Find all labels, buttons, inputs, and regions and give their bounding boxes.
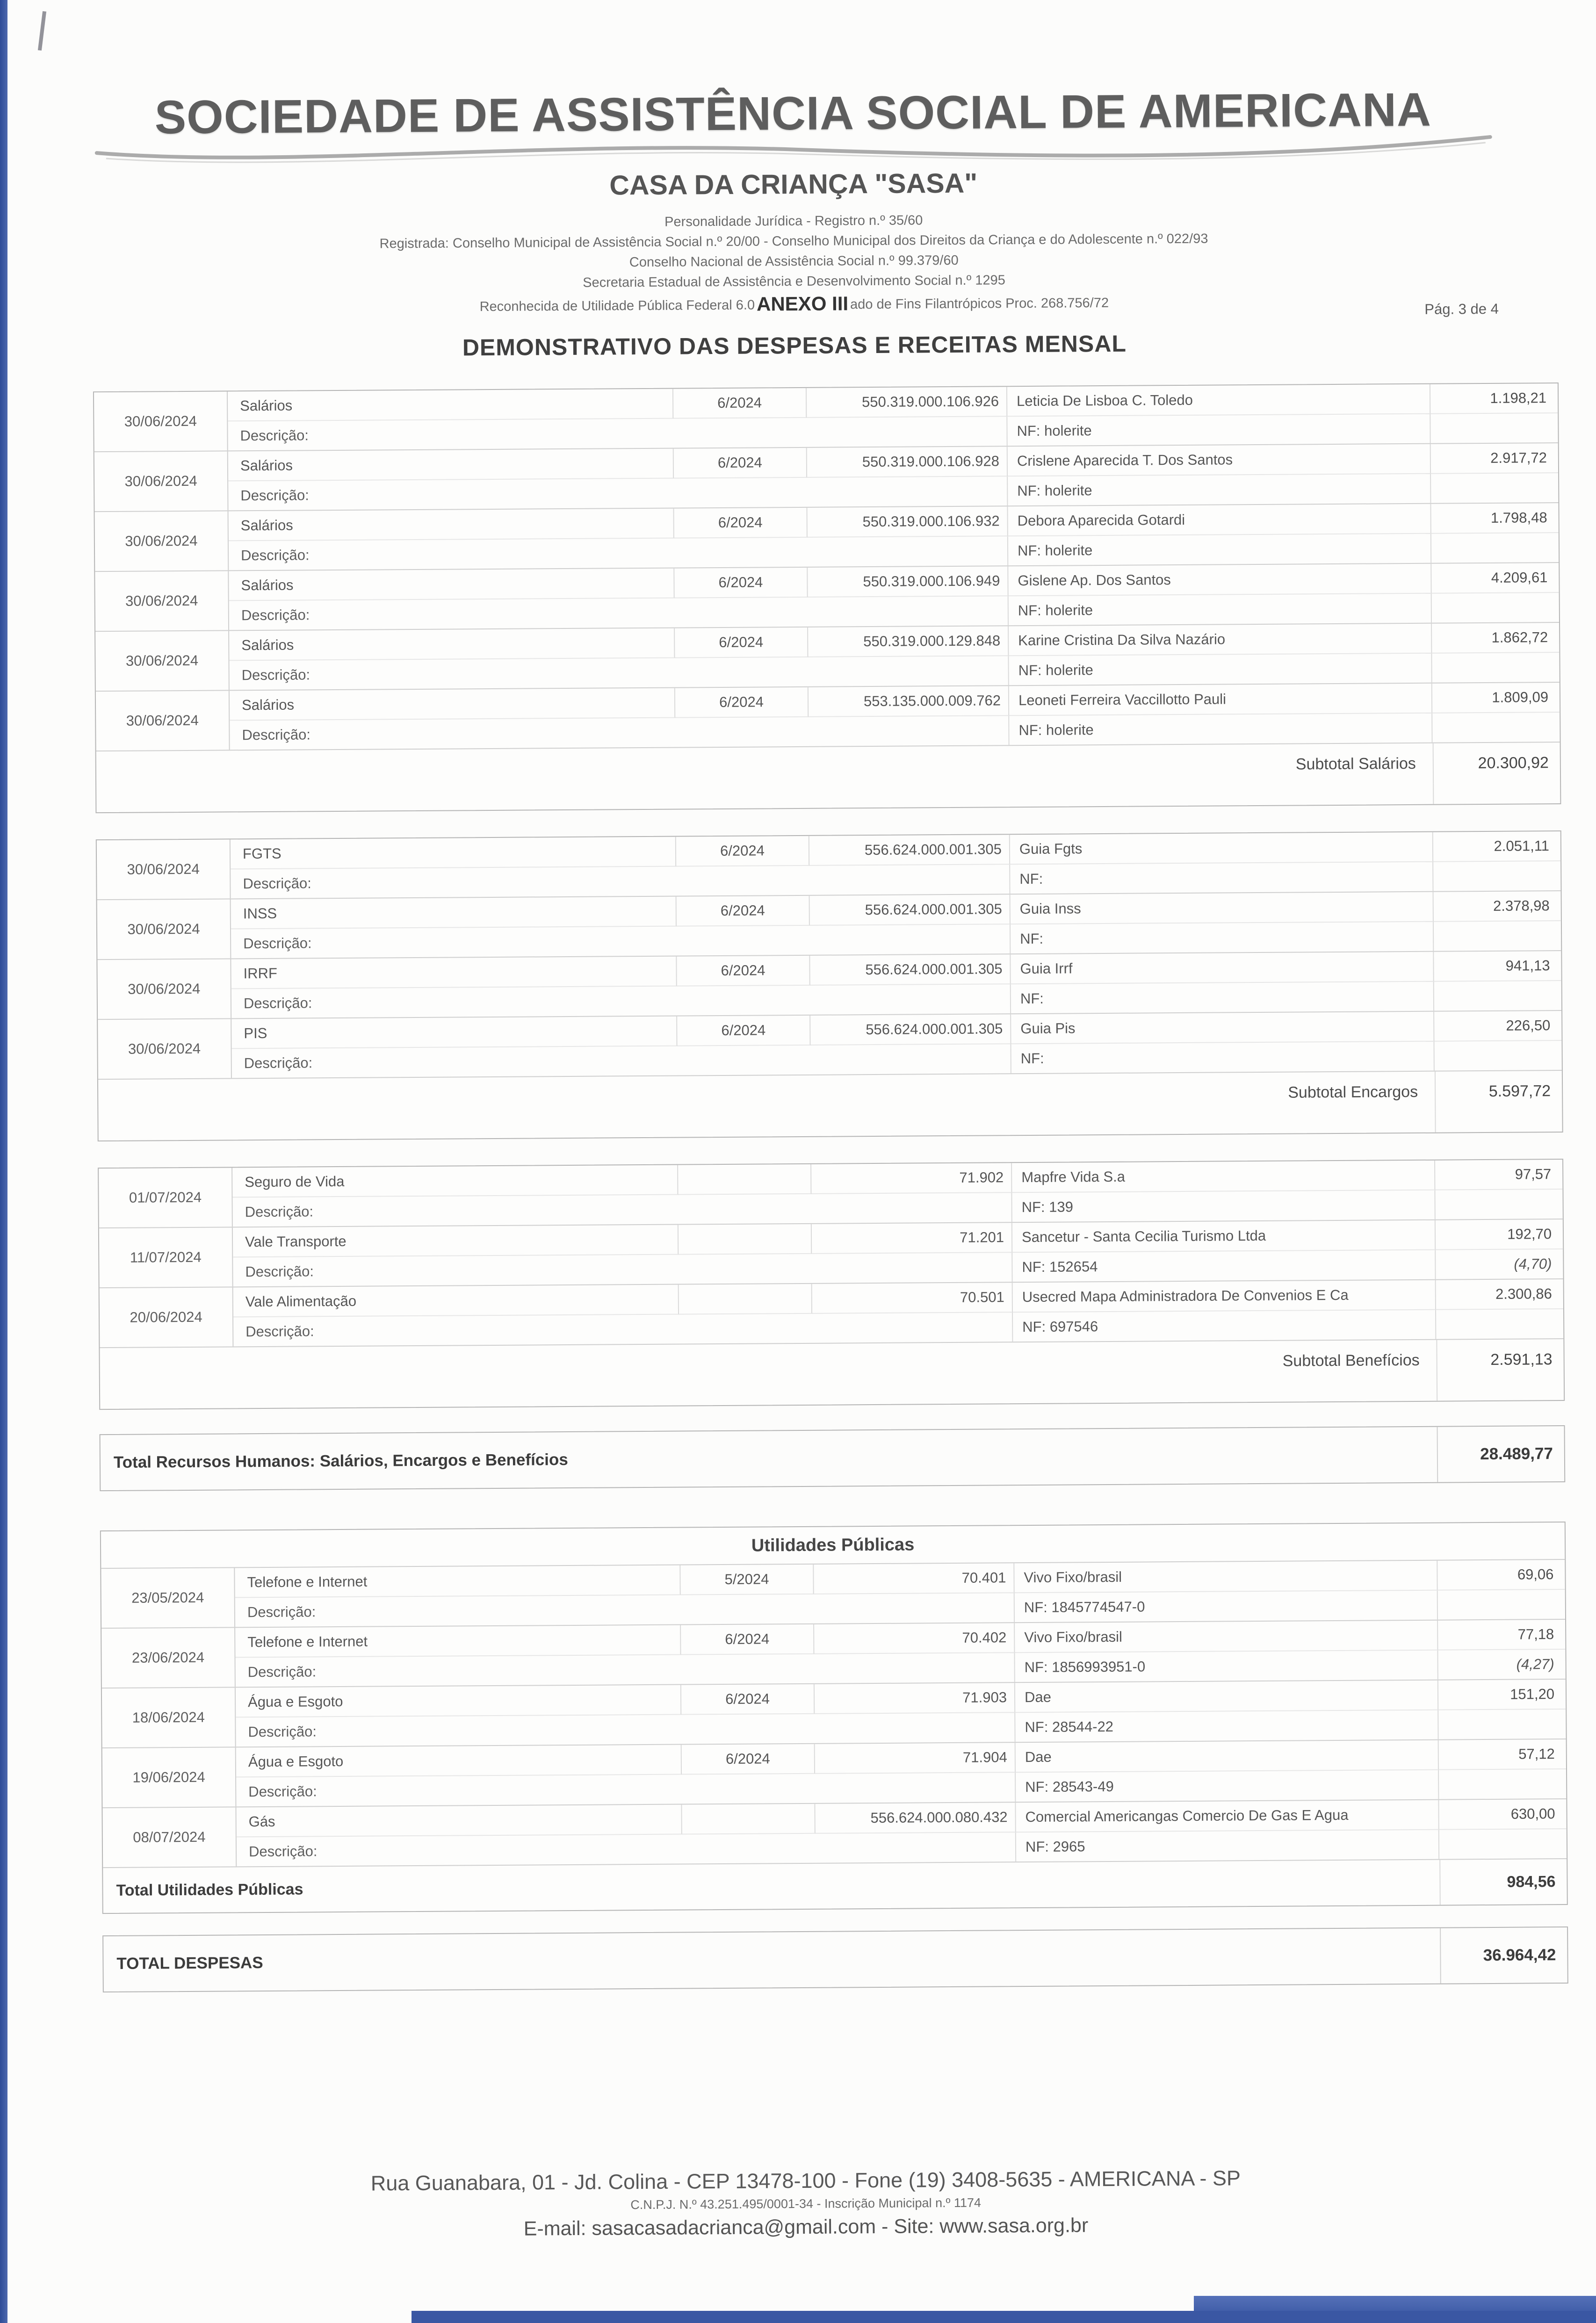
entry-date: 30/06/2024 bbox=[94, 451, 229, 511]
utilities-box bbox=[100, 1522, 1568, 1914]
entry-month bbox=[679, 1224, 812, 1255]
entry-supplier: Karine Cristina Da Silva Nazário bbox=[1009, 624, 1432, 656]
entry-value: 4.209,61 bbox=[1431, 563, 1559, 594]
entry-item: Salários bbox=[229, 509, 674, 541]
entry-value2 bbox=[1432, 653, 1559, 683]
descricao-label: Descrição: bbox=[232, 1193, 1012, 1226]
utilities-rows bbox=[101, 1560, 1567, 1868]
entry-month: 5/2024 bbox=[680, 1565, 814, 1595]
descricao-label: Descrição: bbox=[235, 1593, 1015, 1627]
entry-value: 226,50 bbox=[1434, 1011, 1561, 1042]
subtotal-label: Subtotal Benefícios bbox=[1282, 1351, 1420, 1370]
entry-value: 2.917,72 bbox=[1431, 443, 1558, 474]
entry-date: 08/07/2024 bbox=[102, 1807, 237, 1867]
entry-value2 bbox=[1439, 1769, 1566, 1799]
scan-edge-left bbox=[0, 0, 7, 2323]
entry-month: 6/2024 bbox=[674, 448, 807, 479]
table-row bbox=[96, 683, 1560, 751]
anexo-label: ANEXO III bbox=[756, 292, 849, 315]
entry-value: 1.798,48 bbox=[1431, 503, 1558, 534]
entry-value2 bbox=[1438, 1590, 1565, 1620]
entry-date: 30/06/2024 bbox=[94, 391, 228, 451]
descricao-label: Descrição: bbox=[231, 984, 1011, 1018]
entry-supplier: Vivo Fixo/brasil bbox=[1015, 1621, 1438, 1653]
entry-month: 6/2024 bbox=[677, 1016, 810, 1046]
entry-nf: NF: 2965 bbox=[1016, 1830, 1439, 1862]
entry-date: 20/06/2024 bbox=[100, 1287, 234, 1347]
entry-supplier: Leticia De Lisboa C. Toledo bbox=[1007, 384, 1430, 417]
entry-item: Água e Esgoto bbox=[236, 1745, 682, 1778]
recognition-text-right: ado de Fins Filantrópicos Proc. 268.756/72 bbox=[850, 295, 1109, 312]
subtotal-label: Subtotal Encargos bbox=[1288, 1082, 1418, 1102]
entry-date: 30/06/2024 bbox=[96, 691, 230, 750]
entry-item: Gás bbox=[236, 1805, 682, 1838]
entry-supplier: Gislene Ap. Dos Santos bbox=[1008, 564, 1431, 597]
entry-value: 77,18 bbox=[1438, 1620, 1565, 1651]
entry-nf: NF: bbox=[1011, 922, 1434, 954]
entry-value2 bbox=[1434, 921, 1561, 951]
entry-item: PIS bbox=[231, 1017, 677, 1049]
entry-nf: NF: 1845774547-0 bbox=[1015, 1591, 1438, 1623]
entry-date: 23/06/2024 bbox=[101, 1628, 236, 1688]
entry-item: Salários bbox=[228, 389, 673, 422]
entry-value2: (4,27) bbox=[1516, 1656, 1554, 1673]
subtotal-label: Subtotal Salários bbox=[1295, 754, 1416, 773]
entry-value2 bbox=[1435, 1190, 1562, 1219]
entry-code: 71.904 bbox=[815, 1743, 1016, 1774]
table-row bbox=[95, 503, 1559, 572]
entry-supplier: Comercial Americangas Comercio De Gas E Agua bbox=[1016, 1800, 1439, 1833]
table-row bbox=[101, 1560, 1565, 1629]
entry-supplier: Guia Fgts bbox=[1010, 832, 1433, 865]
entry-value: 57,12 bbox=[1439, 1739, 1566, 1770]
registration-block bbox=[0, 207, 1592, 322]
entry-supplier: Dae bbox=[1016, 1740, 1439, 1773]
entry-nf: NF: 139 bbox=[1012, 1190, 1435, 1222]
entry-code: 556.624.000.080.432 bbox=[815, 1803, 1016, 1834]
entry-code: 70.501 bbox=[812, 1283, 1013, 1314]
registration-line: Personalidade Jurídica - Registro n.º 35/60 bbox=[664, 213, 923, 230]
utilities-total-row bbox=[103, 1859, 1567, 1913]
entry-supplier: Mapfre Vida S.a bbox=[1012, 1161, 1435, 1193]
document-title: DEMONSTRATIVO DAS DESPESAS E RECEITAS MENSAL bbox=[462, 330, 1127, 361]
entry-item: Telefone e Internet bbox=[235, 1566, 680, 1598]
entry-value2: (4,70) bbox=[1514, 1255, 1552, 1272]
grand-total-value: 36.964,42 bbox=[1440, 1927, 1567, 1984]
descricao-label: Descrição: bbox=[229, 536, 1008, 570]
entry-month: 6/2024 bbox=[675, 628, 808, 658]
descricao-label: Descrição: bbox=[228, 417, 1007, 450]
entry-date: 30/06/2024 bbox=[97, 899, 231, 959]
beneficios-rows bbox=[99, 1160, 1563, 1348]
descricao-label: Descrição: bbox=[230, 716, 1009, 750]
entry-month: 6/2024 bbox=[676, 836, 809, 867]
descricao-label: Descrição: bbox=[231, 865, 1010, 898]
entry-nf: NF: 152654 bbox=[1012, 1250, 1436, 1282]
entry-month bbox=[682, 1804, 815, 1835]
entry-month: 6/2024 bbox=[674, 508, 807, 539]
org-title: SOCIEDADE DE ASSISTÊNCIA SOCIAL DE AMERICANA bbox=[154, 83, 1432, 144]
entry-month: 6/2024 bbox=[682, 1744, 815, 1775]
entry-value: 97,57 bbox=[1435, 1160, 1562, 1190]
descricao-label: Descrição: bbox=[229, 596, 1009, 630]
entry-code: 556.624.000.001.305 bbox=[810, 1014, 1011, 1046]
entry-nf: NF: 28544-22 bbox=[1015, 1710, 1438, 1742]
entry-nf: NF: 28543-49 bbox=[1016, 1770, 1439, 1802]
grand-total-box bbox=[102, 1926, 1568, 1992]
table-row bbox=[97, 891, 1561, 960]
salarios-rows bbox=[94, 383, 1560, 751]
document-footer bbox=[7, 2163, 1596, 2246]
entry-code: 553.135.000.009.762 bbox=[809, 686, 1009, 717]
entry-date: 19/06/2024 bbox=[102, 1747, 237, 1807]
entry-value: 941,13 bbox=[1434, 951, 1561, 982]
entry-month: 6/2024 bbox=[673, 388, 807, 419]
entry-code: 550.319.000.106.926 bbox=[807, 387, 1007, 418]
entry-code: 550.319.000.106.932 bbox=[807, 506, 1008, 538]
descricao-label: Descrição: bbox=[237, 1832, 1016, 1866]
entry-date: 01/07/2024 bbox=[99, 1168, 233, 1227]
org-subtitle: CASA DA CRIANÇA "SASA" bbox=[609, 167, 978, 201]
descricao-label: Descrição: bbox=[233, 1313, 1013, 1346]
descricao-label: Descrição: bbox=[232, 1044, 1011, 1078]
entry-month bbox=[679, 1284, 812, 1315]
entry-value: 1.809,09 bbox=[1432, 683, 1560, 714]
entry-item: IRRF bbox=[231, 957, 677, 989]
descricao-label: Descrição: bbox=[233, 1253, 1012, 1286]
registration-line: Secretaria Estadual de Assistência e Desenvolvimento Social n.º 1295 bbox=[583, 273, 1005, 290]
entry-month bbox=[678, 1164, 811, 1195]
entry-nf: NF: holerite bbox=[1007, 414, 1430, 446]
entry-date: 11/07/2024 bbox=[99, 1227, 233, 1287]
footer-contact: E-mail: sasacasadacrianca@gmail.com - Site: www.sasa.org.br bbox=[523, 2214, 1089, 2240]
entry-date: 30/06/2024 bbox=[95, 571, 229, 631]
entry-date: 23/05/2024 bbox=[101, 1568, 235, 1628]
entry-value2 bbox=[1430, 413, 1558, 443]
total-rh-label: Total Recursos Humanos: Salários, Encargos e Benefícios bbox=[113, 1450, 568, 1472]
group-box-salarios bbox=[93, 382, 1561, 813]
entry-nf: NF: holerite bbox=[1009, 654, 1432, 685]
entry-item: Salários bbox=[230, 688, 675, 721]
entry-date: 18/06/2024 bbox=[102, 1688, 236, 1747]
entry-supplier: Leoneti Ferreira Vaccillotto Pauli bbox=[1009, 684, 1432, 716]
table-row bbox=[94, 383, 1558, 452]
utilities-total-label: Total Utilidades Públicas bbox=[116, 1880, 303, 1899]
entry-item: Vale Transporte bbox=[233, 1225, 679, 1258]
entry-value2 bbox=[1432, 713, 1560, 743]
table-row bbox=[97, 831, 1561, 900]
entry-date: 30/06/2024 bbox=[95, 631, 230, 691]
entry-value: 2.378,98 bbox=[1434, 891, 1561, 922]
entry-supplier: Usecred Mapa Administradora De Convenios E Ca bbox=[1013, 1280, 1436, 1313]
entry-value2 bbox=[1438, 1710, 1566, 1739]
table-row bbox=[101, 1620, 1566, 1688]
table-row bbox=[100, 1279, 1564, 1348]
entry-code: 71.902 bbox=[811, 1163, 1012, 1194]
entry-value: 69,06 bbox=[1437, 1560, 1565, 1591]
entry-code: 550.319.000.106.928 bbox=[807, 447, 1008, 478]
scan-edge-bottom bbox=[412, 2311, 1596, 2323]
entry-value: 192,70 bbox=[1436, 1219, 1563, 1250]
entry-value2 bbox=[1432, 593, 1559, 623]
entry-code: 71.903 bbox=[815, 1683, 1015, 1714]
entry-nf: NF: holerite bbox=[1008, 534, 1431, 566]
entry-item: Salários bbox=[229, 628, 675, 661]
entry-item: Salários bbox=[228, 449, 674, 482]
table-row bbox=[102, 1799, 1567, 1868]
entry-supplier: Debora Aparecida Gotardi bbox=[1008, 504, 1431, 537]
entry-code: 556.624.000.001.305 bbox=[809, 835, 1010, 866]
entry-item: Água e Esgoto bbox=[236, 1685, 681, 1718]
entry-supplier: Sancetur - Santa Cecilia Turismo Ltda bbox=[1012, 1220, 1436, 1253]
entry-code: 550.319.000.129.848 bbox=[808, 626, 1009, 657]
entry-supplier: Crislene Aparecida T. Dos Santos bbox=[1008, 444, 1431, 477]
subtotal-value: 2.591,13 bbox=[1436, 1339, 1564, 1380]
entry-supplier: Guia Inss bbox=[1011, 892, 1434, 925]
entry-nf: NF: bbox=[1011, 1042, 1435, 1074]
descricao-label: Descrição: bbox=[231, 924, 1011, 958]
entry-nf: NF: bbox=[1010, 862, 1433, 894]
table-row bbox=[102, 1739, 1567, 1808]
entry-value2 bbox=[1436, 1309, 1563, 1339]
entry-item: Seguro de Vida bbox=[232, 1165, 678, 1198]
encargos-rows bbox=[97, 831, 1562, 1080]
entry-value2 bbox=[1434, 1041, 1561, 1071]
recognition-text-left: Reconhecida de Utilidade Pública Federal 6.0 bbox=[479, 297, 755, 315]
entry-code: 70.402 bbox=[814, 1623, 1015, 1654]
total-rh-box bbox=[100, 1425, 1566, 1491]
entry-value: 151,20 bbox=[1438, 1680, 1566, 1710]
entry-code: 71.201 bbox=[812, 1223, 1012, 1254]
table-row bbox=[99, 1219, 1563, 1288]
page-indicator: Pág. 3 de 4 bbox=[1424, 300, 1499, 317]
subtotal-value: 20.300,92 bbox=[1433, 743, 1560, 784]
entry-code: 556.624.000.001.305 bbox=[810, 895, 1011, 926]
entry-item: FGTS bbox=[231, 837, 676, 870]
entry-value2 bbox=[1439, 1829, 1567, 1859]
descricao-label: Descrição: bbox=[236, 1713, 1015, 1746]
entry-value: 2.051,11 bbox=[1433, 831, 1560, 862]
entry-date: 30/06/2024 bbox=[97, 959, 231, 1019]
entry-code: 70.401 bbox=[814, 1563, 1014, 1594]
entry-value: 630,00 bbox=[1439, 1799, 1566, 1830]
entry-code: 550.319.000.106.949 bbox=[808, 566, 1008, 598]
subtotal-value: 5.597,72 bbox=[1435, 1071, 1562, 1112]
footer-address: Rua Guanabara, 01 - Jd. Colina - CEP 13478-100 - Fone (19) 3408-5635 - AMERICANA - SP bbox=[370, 2166, 1241, 2195]
entry-nf: NF: holerite bbox=[1009, 594, 1432, 626]
entry-nf: NF: 697546 bbox=[1013, 1310, 1436, 1342]
descricao-label: Descrição: bbox=[236, 1773, 1016, 1806]
entry-value2 bbox=[1433, 861, 1560, 891]
entry-value2 bbox=[1431, 473, 1558, 503]
utilities-total-value: 984,56 bbox=[1439, 1859, 1567, 1905]
descricao-label: Descrição: bbox=[228, 476, 1008, 510]
group-box-encargos bbox=[96, 830, 1563, 1141]
entry-nf: NF: holerite bbox=[1009, 714, 1432, 745]
table-row bbox=[94, 443, 1559, 512]
entry-value2 bbox=[1434, 981, 1561, 1011]
total-rh-value: 28.489,77 bbox=[1437, 1426, 1565, 1482]
table-row bbox=[95, 623, 1560, 692]
entry-item: Salários bbox=[229, 569, 674, 601]
table-row bbox=[98, 1011, 1562, 1080]
entry-supplier: Guia Pis bbox=[1011, 1012, 1434, 1045]
entry-month: 6/2024 bbox=[681, 1684, 815, 1715]
entry-date: 30/06/2024 bbox=[98, 1019, 232, 1079]
table-row bbox=[95, 563, 1559, 632]
descricao-label: Descrição: bbox=[235, 1653, 1015, 1687]
entry-item: INSS bbox=[231, 897, 677, 930]
footer-cnpj: C.N.P.J. N.º 43.251.495/0001-34 - Inscrição Municipal n.º 1174 bbox=[630, 2195, 982, 2212]
entry-value2 bbox=[1431, 533, 1559, 563]
entry-month: 6/2024 bbox=[681, 1624, 814, 1655]
entry-value: 2.300,86 bbox=[1436, 1279, 1563, 1310]
entry-month: 6/2024 bbox=[674, 568, 808, 599]
grand-total-label: TOTAL DESPESAS bbox=[116, 1954, 263, 1973]
entry-supplier: Vivo Fixo/brasil bbox=[1014, 1561, 1437, 1594]
registration-line: Registrada: Conselho Municipal de Assistência Social n.º 20/00 - Conselho Municipal dos Direitos da Criança e do Adolescente n.º 022/93 bbox=[379, 231, 1208, 252]
entry-date: 30/06/2024 bbox=[97, 839, 231, 899]
utilities-title: Utilidades Públicas bbox=[101, 1522, 1565, 1569]
entry-month: 6/2024 bbox=[675, 687, 809, 718]
entry-value: 1.198,21 bbox=[1430, 383, 1558, 414]
entry-nf: NF: bbox=[1011, 982, 1434, 1014]
entry-month: 6/2024 bbox=[677, 896, 810, 927]
entry-nf: NF: 1856993951-0 bbox=[1015, 1651, 1438, 1682]
entry-code: 556.624.000.001.305 bbox=[810, 954, 1011, 986]
descricao-label: Descrição: bbox=[229, 656, 1009, 690]
entry-item: Telefone e Internet bbox=[235, 1625, 681, 1658]
table-row bbox=[99, 1160, 1563, 1228]
entry-value: 1.862,72 bbox=[1432, 623, 1559, 654]
entry-supplier: Dae bbox=[1015, 1681, 1438, 1713]
entry-nf: NF: holerite bbox=[1008, 474, 1431, 506]
registration-line: Conselho Nacional de Assistência Social n.º 99.379/60 bbox=[629, 252, 959, 270]
entry-supplier: Guia Irrf bbox=[1011, 952, 1434, 985]
entry-month: 6/2024 bbox=[677, 956, 810, 987]
group-box-beneficios bbox=[98, 1159, 1565, 1410]
table-row bbox=[97, 951, 1561, 1020]
table-row bbox=[102, 1680, 1566, 1748]
document-header bbox=[0, 0, 1593, 364]
entry-date: 30/06/2024 bbox=[95, 511, 229, 571]
entry-item: Vale Alimentação bbox=[233, 1285, 679, 1318]
